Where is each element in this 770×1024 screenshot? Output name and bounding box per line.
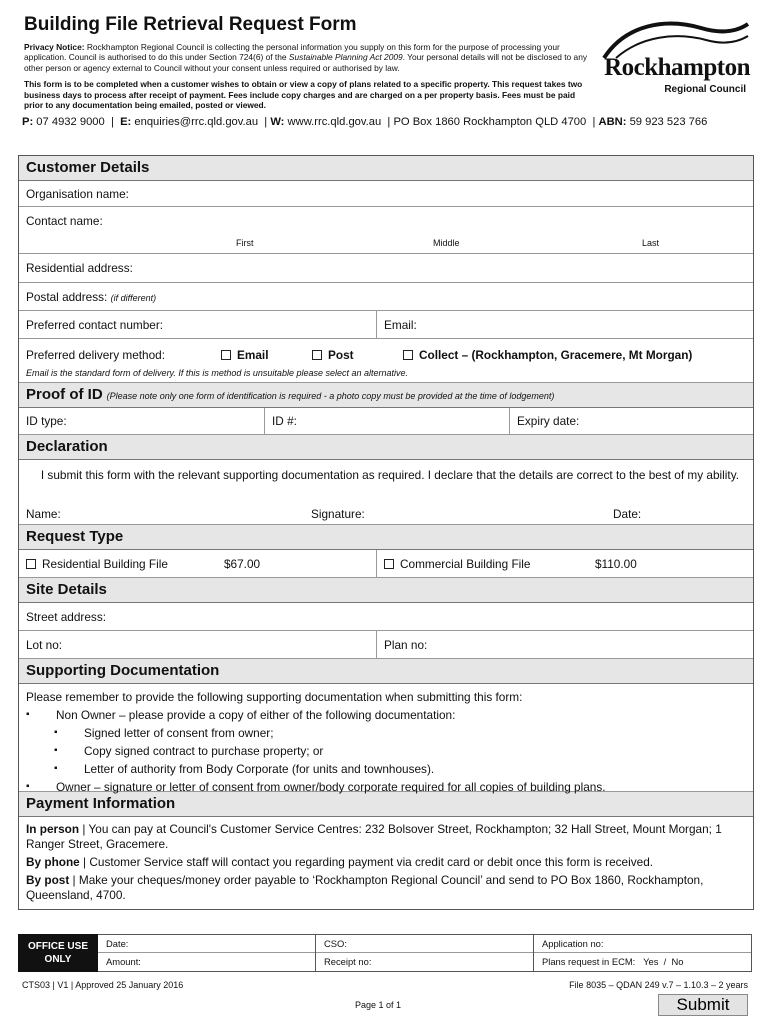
- section-site-details: Site Details: [19, 578, 753, 603]
- pay-by-phone: By phone | Customer Service staff will contact you regarding payment via credit card or debit once this form is received.: [26, 855, 654, 869]
- commercial-checkbox[interactable]: [384, 559, 394, 569]
- section-customer-details: Customer Details: [19, 156, 753, 181]
- office-use-box: [18, 934, 752, 972]
- list-item: Copy signed contract to purchase property; or: [84, 744, 324, 758]
- first-name-label: First: [236, 238, 254, 248]
- id-type-field[interactable]: ID type:: [26, 414, 67, 428]
- organisation-field[interactable]: Organisation name:: [19, 181, 753, 207]
- logo-subtitle: Regional Council: [664, 84, 746, 95]
- office-date-field[interactable]: Date:: [98, 935, 315, 953]
- residential-file-option[interactable]: Residential Building File $67.00: [19, 550, 376, 577]
- collect-checkbox[interactable]: [403, 350, 413, 360]
- form-version: CTS03 | V1 | Approved 25 January 2016: [22, 980, 184, 990]
- list-item: Letter of authority from Body Corporate (for units and townhouses).: [84, 762, 435, 776]
- section-proof-of-id: Proof of ID (Please note only one form of identification is required - a photo copy must be provided at the time of lodgement): [19, 383, 753, 408]
- documentation-list: Please remember to provide the following supporting documentation when submitting this form: Non Owner – please provide a copy of either of the following documentation: Signed letter of consent from owner; Copy signed contract to purchase property; or Letter of authority from Body Corporate (for units and townhouses). Owner – signature or letter of consent from owner/body corporate required for all copies of building plans.: [19, 684, 753, 792]
- ecm-yes[interactable]: Yes: [643, 956, 659, 967]
- form-title: Building File Retrieval Request Form: [24, 14, 357, 35]
- ecm-no[interactable]: No: [671, 956, 684, 967]
- expiry-date-field[interactable]: Expiry date:: [509, 408, 753, 434]
- commercial-price: $110.00: [595, 557, 637, 571]
- declaration-date-field[interactable]: Date:: [613, 507, 642, 521]
- section-payment-information: Payment Information: [19, 792, 753, 817]
- commercial-file-option[interactable]: Commercial Building File $110.00: [376, 550, 753, 577]
- contact-number-field[interactable]: Preferred contact number:: [26, 318, 164, 332]
- contact-line: P: 07 4932 9000 | E: enquiries@rrc.qld.gov.au | W: www.rrc.qld.gov.au | PO Box 1860 Rockhampton QLD 4700 | ABN: 59 923 523 766: [22, 116, 708, 128]
- declaration-name-field[interactable]: Name:: [26, 507, 61, 521]
- residential-checkbox[interactable]: [26, 559, 36, 569]
- council-logo: [596, 14, 756, 94]
- list-item: Owner – signature or letter of consent from owner/body corporate required for all copies of building plans.: [56, 780, 606, 794]
- request-form: [18, 155, 754, 910]
- office-use-tag: OFFICE USE ONLY: [18, 934, 98, 972]
- post-checkbox[interactable]: [312, 350, 322, 360]
- delivery-collect-option[interactable]: Collect – (Rockhampton, Gracemere, Mt Morgan): [403, 348, 692, 362]
- postal-address-field[interactable]: Postal address: (if different): [19, 283, 753, 311]
- delivery-post-option[interactable]: Post: [312, 348, 354, 362]
- email-checkbox[interactable]: [221, 350, 231, 360]
- office-receipt-field[interactable]: Receipt no:: [324, 956, 372, 967]
- list-item: Signed letter of consent from owner;: [84, 726, 274, 740]
- declaration-text: I submit this form with the relevant supporting documentation as required. I declare that the details are correct to the best of my ability.: [40, 468, 739, 482]
- email-field[interactable]: Email:: [376, 311, 753, 338]
- plan-number-field[interactable]: Plan no:: [376, 631, 753, 658]
- list-item: Non Owner – please provide a copy of either of the following documentation:: [56, 708, 456, 722]
- section-declaration: Declaration: [19, 435, 753, 460]
- page-number: Page 1 of 1: [355, 1000, 402, 1010]
- office-application-field[interactable]: Application no:: [534, 935, 751, 953]
- pay-in-person: In person | You can pay at Council's Customer Service Centres: 232 Bolsover Street, Rockhampton; 32 Hall Street, Mount Morgan; 1 Ranger Street, Gracemere.: [26, 822, 722, 851]
- logo-name: Rockhampton: [604, 54, 750, 81]
- section-request-type: Request Type: [19, 525, 753, 550]
- delivery-email-option[interactable]: Email: [221, 348, 268, 362]
- submit-button[interactable]: Submit: [658, 994, 748, 1016]
- office-cso-field[interactable]: CSO:: [316, 935, 533, 953]
- last-name-label: Last: [642, 238, 660, 248]
- pay-by-post: By post | Make your cheques/money order payable to ‘Rockhampton Regional Council’ and send to PO Box 1860, Rockhampton, Queensland, 4700.: [26, 873, 704, 902]
- privacy-notice: Privacy Notice: Rockhampton Regional Council is collecting the personal information you supply on this form for the purpose of processing your application. Council is authorised to do this under Section 724(6) of the Sustainable Planning Act 2009. Your personal details will not be disclosed to any other person or agency external to Council without your consent unless required or authorised by law.: [24, 42, 588, 73]
- signature-field[interactable]: Signature:: [311, 507, 365, 521]
- residential-price: $67.00: [224, 557, 261, 571]
- payment-details: [19, 817, 753, 909]
- office-amount-field[interactable]: Amount:: [106, 956, 141, 967]
- residential-address-field[interactable]: Residential address:: [19, 254, 753, 283]
- section-supporting-documentation: Supporting Documentation: [19, 659, 753, 684]
- file-reference: File 8035 – QDAN 249 v.7 – 1.10.3 – 2 years: [569, 980, 748, 990]
- id-number-field[interactable]: ID #:: [264, 408, 509, 434]
- contact-name-field[interactable]: Contact name: First Middle Last: [19, 207, 753, 254]
- form-header: [22, 10, 592, 110]
- declaration-row: [19, 460, 753, 525]
- lot-number-field[interactable]: Lot no:: [26, 638, 63, 652]
- middle-name-label: Middle: [433, 238, 460, 248]
- form-instructions: This form is to be completed when a customer wishes to obtain or view a copy of plans related to a specific property. This request takes two business days to process after receipt of payment. Fees include copy charges and are charged on a per property basis. Fees must be paid prior to any documentation being emailed, posted or viewed.: [24, 79, 583, 111]
- street-address-field[interactable]: Street address:: [19, 603, 753, 631]
- office-ecm-field: Plans request in ECM: Yes / No: [542, 956, 684, 967]
- delivery-note: Email is the standard form of delivery. If this is method is unsuitable please select an alternative.: [26, 368, 409, 378]
- delivery-method-row: Preferred delivery method: Email Post Collect – (Rockhampton, Gracemere, Mt Morgan) Email is the standard form of delivery. If this is method is unsuitable please select an alternative.: [19, 339, 753, 383]
